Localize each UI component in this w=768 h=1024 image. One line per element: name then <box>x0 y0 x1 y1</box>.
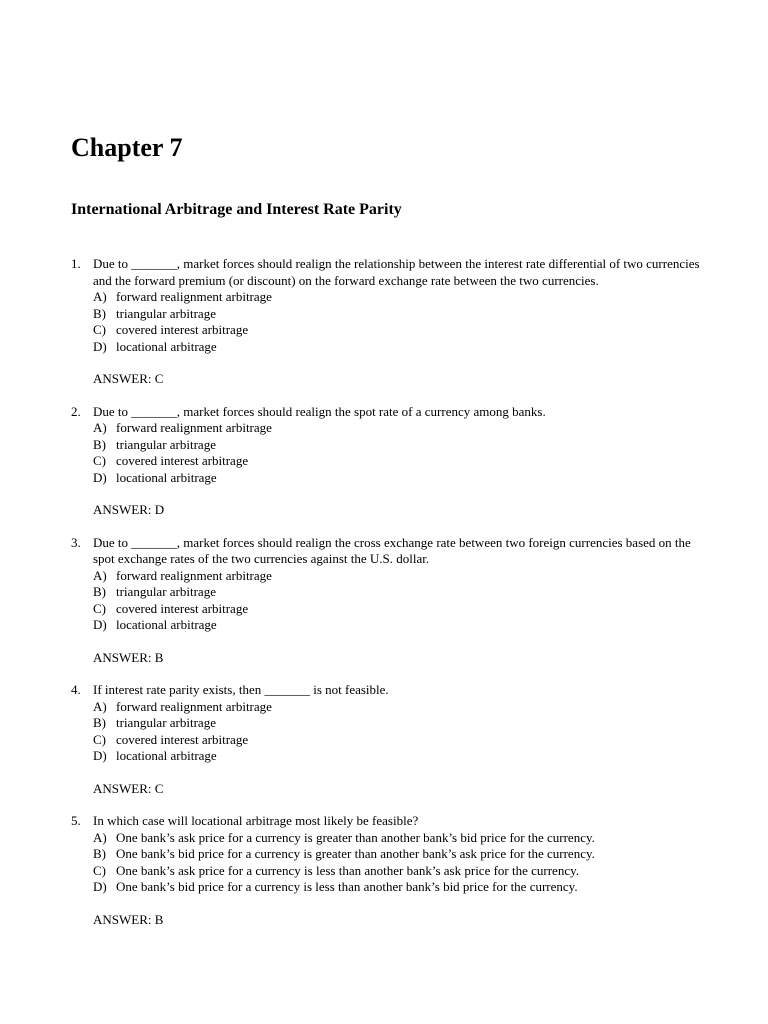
question-number: 4. <box>71 682 81 697</box>
option-text: triangular arbitrage <box>116 436 216 452</box>
option-letter: A) <box>93 567 107 583</box>
option-text: forward realignment arbitrage <box>116 698 272 714</box>
option-a <box>93 830 711 847</box>
option-letter: D) <box>93 469 107 485</box>
question-number: 2. <box>71 403 81 419</box>
question-stem <box>71 535 711 568</box>
question-text: Due to _______, market forces should realign the relationship between the interest rate differential of two currencies and the forward premium (or discount) on the forward exchange rate between the two currencies. <box>93 256 700 288</box>
option-text: forward realignment arbitrage <box>116 420 272 435</box>
question-stem <box>71 813 711 830</box>
option-letter: C) <box>93 731 106 747</box>
question-number: 5. <box>71 813 81 828</box>
question-4 <box>71 682 711 797</box>
option-text: locational arbitrage <box>116 748 217 763</box>
option-b <box>93 846 711 863</box>
question-text: Due to _______, market forces should realign the cross exchange rate between two foreign currencies based on the spot exchange rates of the two currencies against the U.S. dollar. <box>93 534 691 566</box>
option-text: covered interest arbitrage <box>116 731 249 747</box>
option-letter: A) <box>93 698 107 714</box>
option-c <box>93 732 711 749</box>
answer-options <box>93 568 711 634</box>
question-2 <box>71 404 711 519</box>
option-text: forward realignment arbitrage <box>116 567 272 583</box>
option-text: triangular arbitrage <box>116 715 216 730</box>
option-c <box>93 453 711 470</box>
option-letter: A) <box>93 289 107 304</box>
option-text: covered interest arbitrage <box>116 453 249 468</box>
option-d <box>93 748 711 765</box>
answer-line: ANSWER: B <box>93 911 164 927</box>
option-letter: A) <box>93 420 107 435</box>
option-b <box>93 437 711 454</box>
option-d <box>93 339 711 356</box>
option-letter: D) <box>93 879 107 894</box>
option-b <box>93 715 711 732</box>
question-5 <box>71 813 711 928</box>
option-text: triangular arbitrage <box>116 584 216 599</box>
option-text: One bank’s bid price for a currency is less than another bank’s bid price for the currency. <box>116 879 578 894</box>
answer-options <box>93 420 711 486</box>
question-text: In which case will locational arbitrage most likely be feasible? <box>93 813 419 828</box>
option-text: locational arbitrage <box>116 617 217 632</box>
option-text: One bank’s ask price for a currency is greater than another bank’s bid price for the currency. <box>116 829 595 845</box>
answer-line: ANSWER: B <box>93 649 164 665</box>
section-title: International Arbitrage and Interest Rate Parity <box>71 201 402 218</box>
answer-options <box>93 289 711 355</box>
option-letter: C) <box>93 453 106 468</box>
question-number: 3. <box>71 534 81 550</box>
question-text: Due to _______, market forces should realign the spot rate of a currency among banks. <box>93 403 546 419</box>
question-3 <box>71 535 711 667</box>
option-text: locational arbitrage <box>116 338 217 354</box>
option-text: One bank’s bid price for a currency is greater than another bank’s ask price for the currency. <box>116 846 595 861</box>
answer-options <box>93 830 711 896</box>
option-letter: C) <box>93 322 106 337</box>
option-c <box>93 322 711 339</box>
question-text: If interest rate parity exists, then _______ is not feasible. <box>93 682 389 697</box>
answer-options <box>93 699 711 765</box>
option-a <box>93 289 711 306</box>
option-letter: C) <box>93 862 106 878</box>
answer-line: ANSWER: C <box>93 780 164 796</box>
option-letter: D) <box>93 338 107 354</box>
option-d <box>93 617 711 634</box>
option-text: locational arbitrage <box>116 469 217 485</box>
option-d <box>93 879 711 896</box>
question-list <box>71 256 711 944</box>
option-c <box>93 863 711 880</box>
option-a <box>93 420 711 437</box>
option-b <box>93 306 711 323</box>
option-letter: D) <box>93 748 107 763</box>
option-text: forward realignment arbitrage <box>116 289 272 304</box>
chapter-title: Chapter 7 <box>71 133 183 162</box>
option-letter: B) <box>93 846 106 861</box>
option-letter: C) <box>93 600 106 616</box>
option-letter: B) <box>93 436 106 452</box>
option-letter: D) <box>93 617 107 632</box>
option-c <box>93 601 711 618</box>
option-text: triangular arbitrage <box>116 305 216 321</box>
option-text: One bank’s ask price for a currency is less than another bank’s ask price for the currency. <box>116 862 580 878</box>
question-number: 1. <box>71 256 81 271</box>
option-b <box>93 584 711 601</box>
option-letter: B) <box>93 584 106 599</box>
option-text: covered interest arbitrage <box>116 600 249 616</box>
option-text: covered interest arbitrage <box>116 322 249 337</box>
question-1 <box>71 256 711 388</box>
option-letter: B) <box>93 715 106 730</box>
option-a <box>93 568 711 585</box>
option-a <box>93 699 711 716</box>
option-letter: B) <box>93 305 106 321</box>
answer-line: ANSWER: D <box>93 502 165 517</box>
question-stem <box>71 256 711 289</box>
question-stem <box>71 682 711 699</box>
question-stem <box>71 404 711 421</box>
option-d <box>93 470 711 487</box>
answer-line: ANSWER: C <box>93 371 164 386</box>
option-letter: A) <box>93 829 107 845</box>
